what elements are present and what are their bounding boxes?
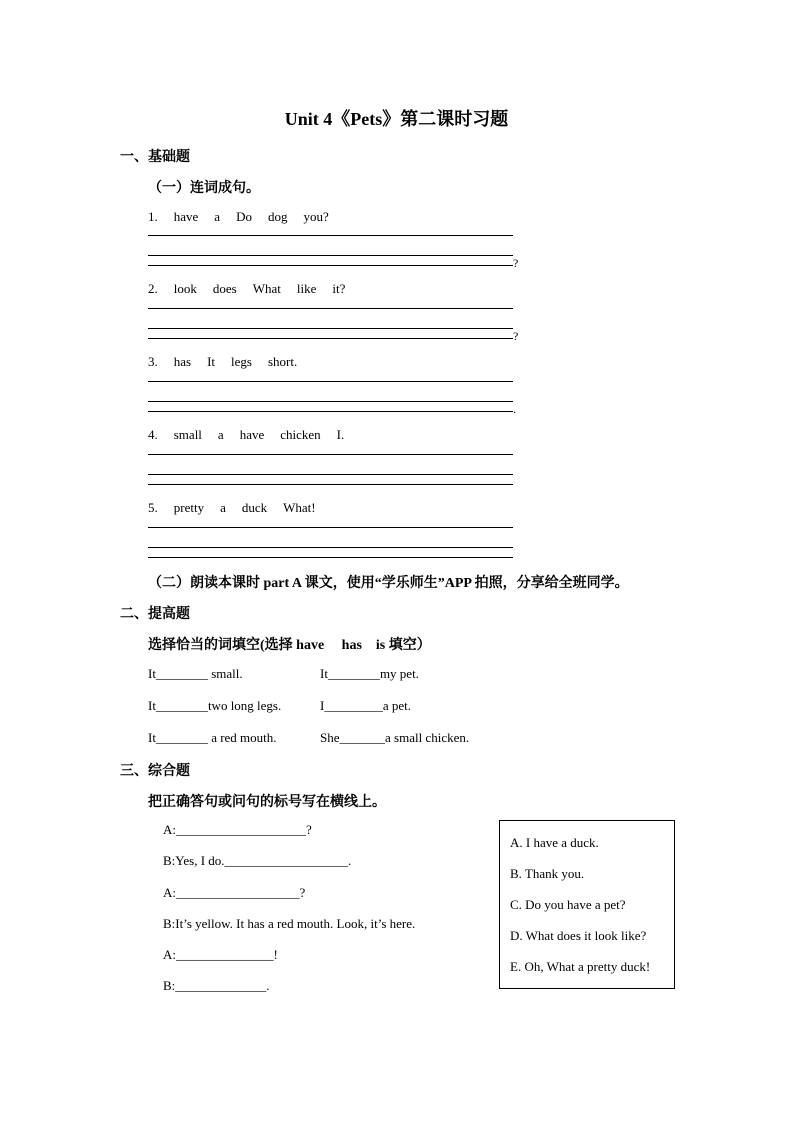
dialogue-line: B:It’s yellow. It has a red mouth. Look, it’s here. [163, 916, 416, 931]
answer-line[interactable] [148, 557, 513, 558]
fill-blank-item: I_________a pet. [320, 698, 411, 713]
end-mark: . [513, 402, 516, 416]
option-item: A. I have a duck. [510, 835, 599, 850]
dialogue-line: A:___________________? [163, 885, 306, 900]
end-mark: ? [513, 329, 519, 343]
option-item: B. Thank you. [510, 866, 585, 881]
answer-line[interactable] [148, 401, 513, 402]
fill-blank-item: It________ a red mouth. [148, 730, 277, 745]
dialogue-line: B:Yes, I do.___________________. [163, 853, 352, 868]
answer-line[interactable] [148, 338, 513, 339]
end-mark: ? [513, 256, 519, 270]
section-3-instruction: 把正确答句或问句的标号写在横线上。 [148, 795, 386, 810]
section-3-heading: 三、综合题 [120, 764, 190, 779]
fill-blank-item: She_______a small chicken. [320, 730, 470, 745]
fill-blank-item: It________ small. [148, 666, 243, 681]
dialogue-line: A:_______________! [163, 947, 278, 962]
section-1-heading: 一、基础题 [120, 150, 190, 165]
fill-blank-item: It________two long legs. [148, 698, 282, 713]
answer-line[interactable] [148, 255, 513, 256]
page-title: Unit 4《Pets》第二课时习题 [284, 109, 509, 129]
answer-line[interactable] [148, 235, 513, 236]
question-4: 4. small a have chicken I. [148, 427, 345, 442]
answer-line[interactable] [148, 547, 513, 548]
options-box [499, 820, 675, 989]
dialogue-line: B:______________. [163, 978, 270, 993]
question-5: 5. pretty a duck What! [148, 500, 316, 515]
question-3: 3. has It legs short. [148, 354, 298, 369]
option-item: C. Do you have a pet? [510, 897, 626, 912]
question-1: 1. have a Do dog you? [148, 209, 329, 224]
question-2: 2. look does What like it? [148, 281, 346, 296]
answer-line[interactable] [148, 381, 513, 382]
answer-line[interactable] [148, 411, 513, 412]
fill-blank-item: It________my pet. [320, 666, 419, 681]
part-2-instruction: （二）朗读本课时 part A 课文，使用“学乐师生”APP 拍照，分享给全班同学。 [148, 576, 629, 591]
option-item: E. Oh, What a pretty duck! [510, 959, 651, 974]
option-item: D. What does it look like? [510, 928, 647, 943]
part-1-heading: （一）连词成句。 [148, 181, 260, 196]
answer-line[interactable] [148, 454, 513, 455]
answer-line[interactable] [148, 308, 513, 309]
dialogue-line: A:____________________? [163, 822, 312, 837]
section-2-heading: 二、提高题 [120, 607, 190, 622]
answer-line[interactable] [148, 527, 513, 528]
answer-line[interactable] [148, 328, 513, 329]
section-2-instruction: 选择恰当的词填空(选择 have has is 填空） [148, 638, 431, 653]
answer-line[interactable] [148, 484, 513, 485]
answer-line[interactable] [148, 474, 513, 475]
answer-line[interactable] [148, 265, 513, 266]
